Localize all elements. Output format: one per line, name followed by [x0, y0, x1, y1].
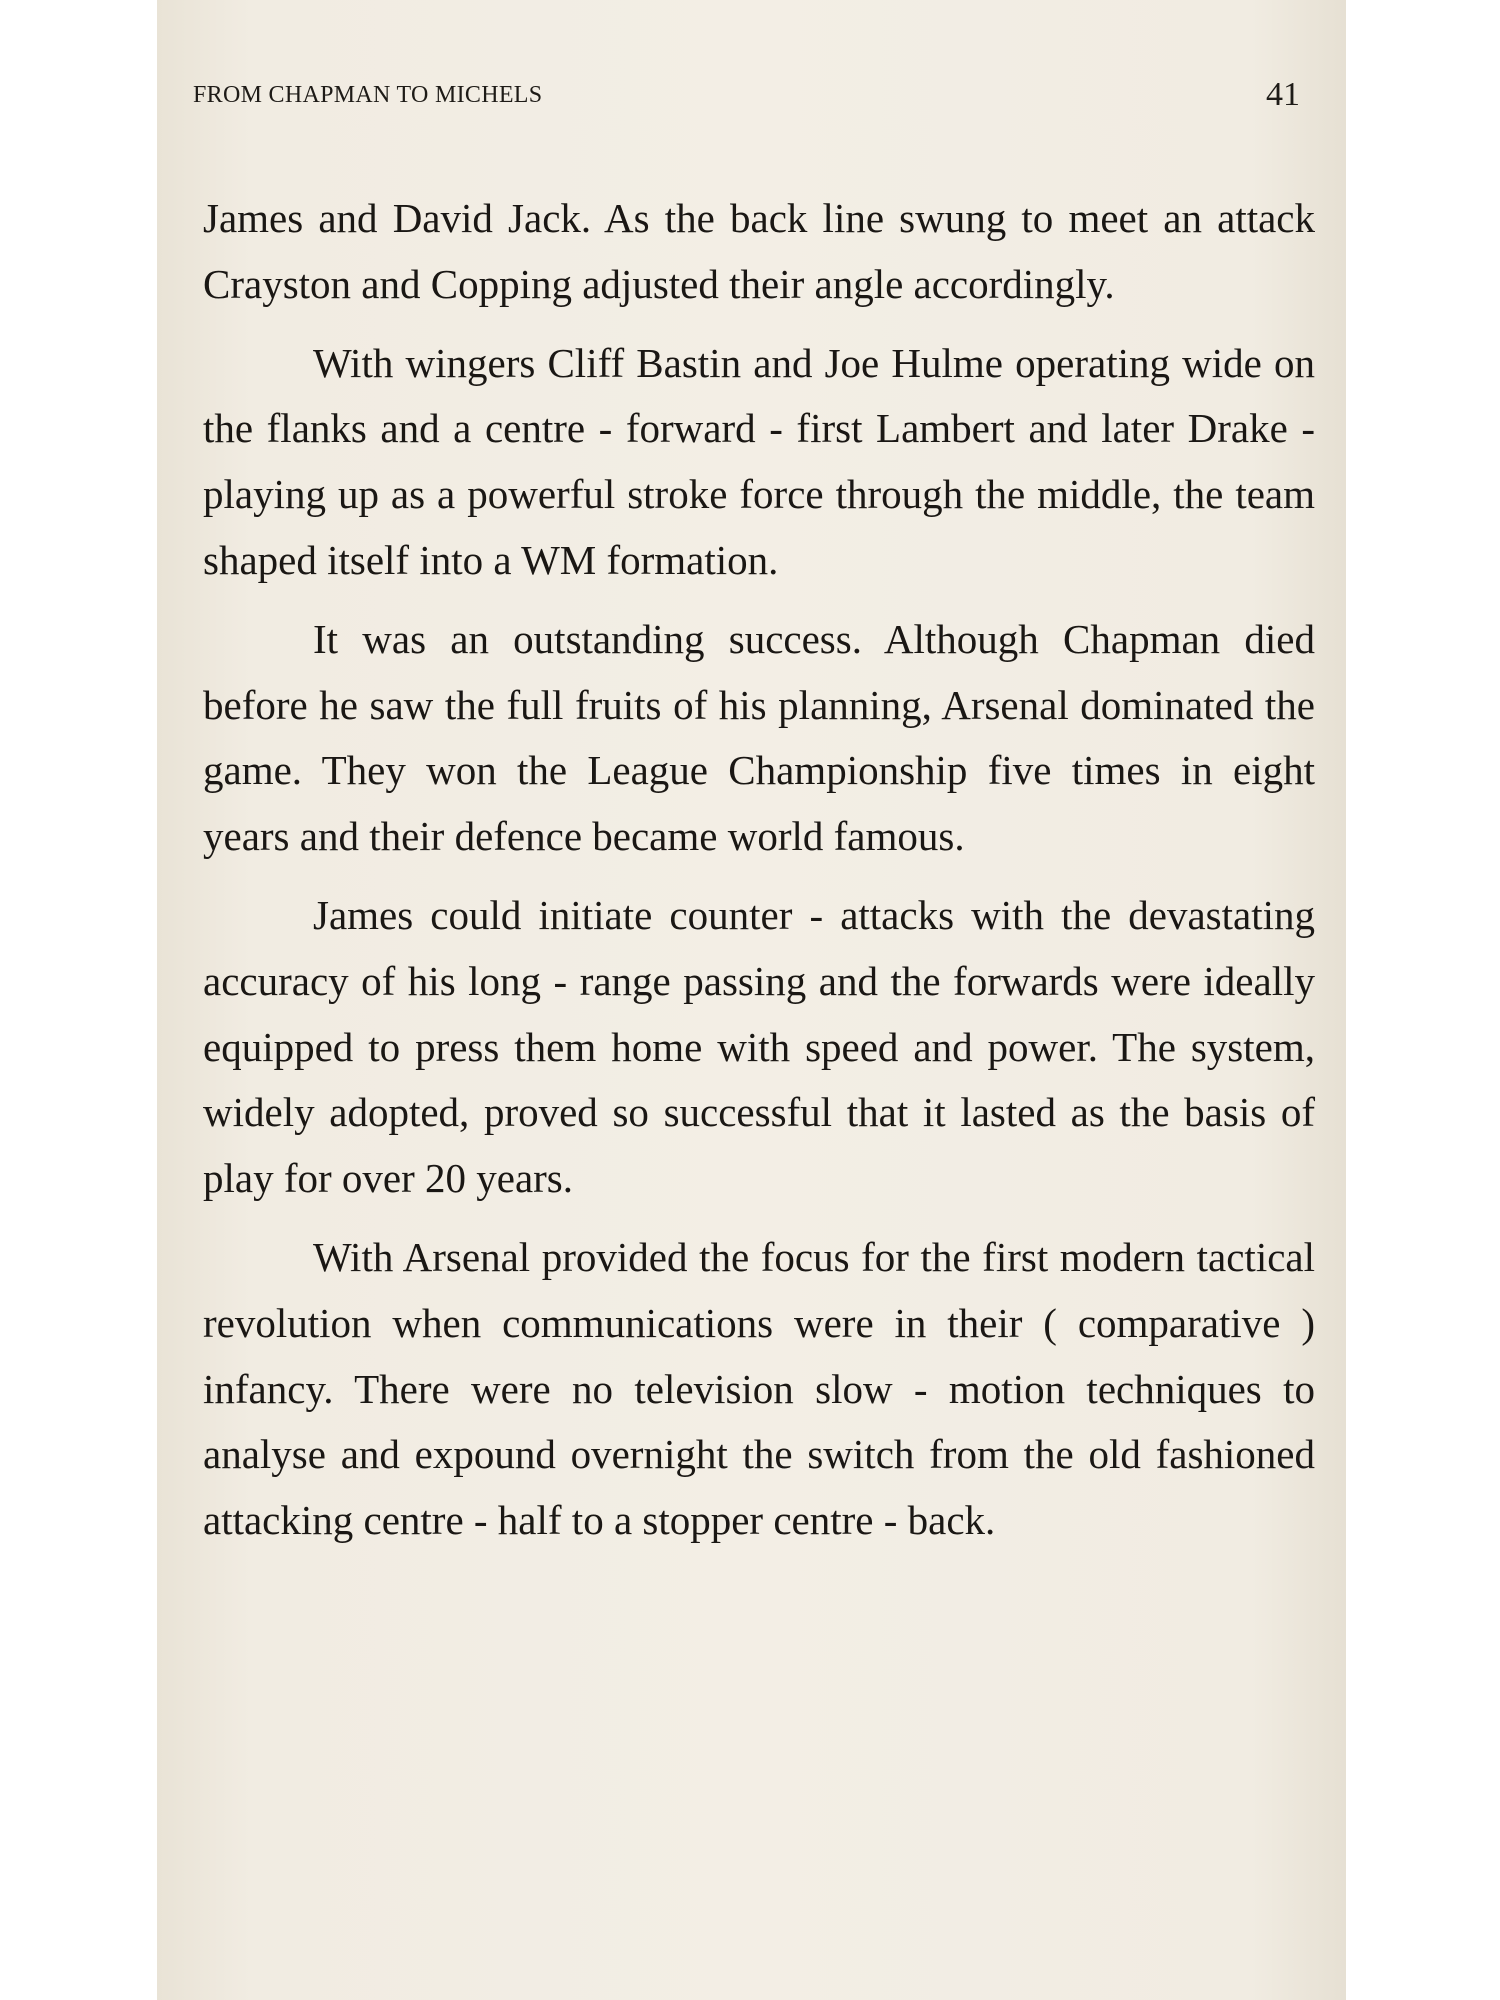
- paragraph: It was an outstanding success. Although Chapman died before he saw the full fruits of his planning, Arsenal dominated the game. They won the League Championship five times in eight years and their defence became world famous.: [203, 615, 1315, 860]
- body-text: [203, 186, 1315, 1567]
- page-number: 41: [1266, 76, 1300, 113]
- paragraph: With Arsenal provided the focus for the first modern tactical revolution when communications were in their ( comparative ) infancy. There were no television slow - motion techniques to analyse and expound overnight the switch from the old fashioned attacking centre - half to a stopper centre - back.: [203, 1233, 1315, 1544]
- paragraph: James could initiate counter - attacks with the devastating accuracy of his long - range passing and the forwards were ideally equipped to press them home with speed and power. The system, widely adopted, proved so successful that it lasted as the basis of play for over 20 years.: [203, 891, 1315, 1202]
- running-title: FROM CHAPMAN TO MICHELS: [193, 82, 543, 108]
- paragraph: James and David Jack. As the back line swung to meet an attack Crayston and Copping adjusted their angle accordingly.: [203, 195, 1315, 307]
- book-page: [157, 0, 1346, 2000]
- paragraph: With wingers Cliff Bastin and Joe Hulme operating wide on the flanks and a centre - forward - first Lambert and later Drake - playing up as a powerful stroke force through the middle, the team shaped itself into a WM formation.: [203, 339, 1315, 583]
